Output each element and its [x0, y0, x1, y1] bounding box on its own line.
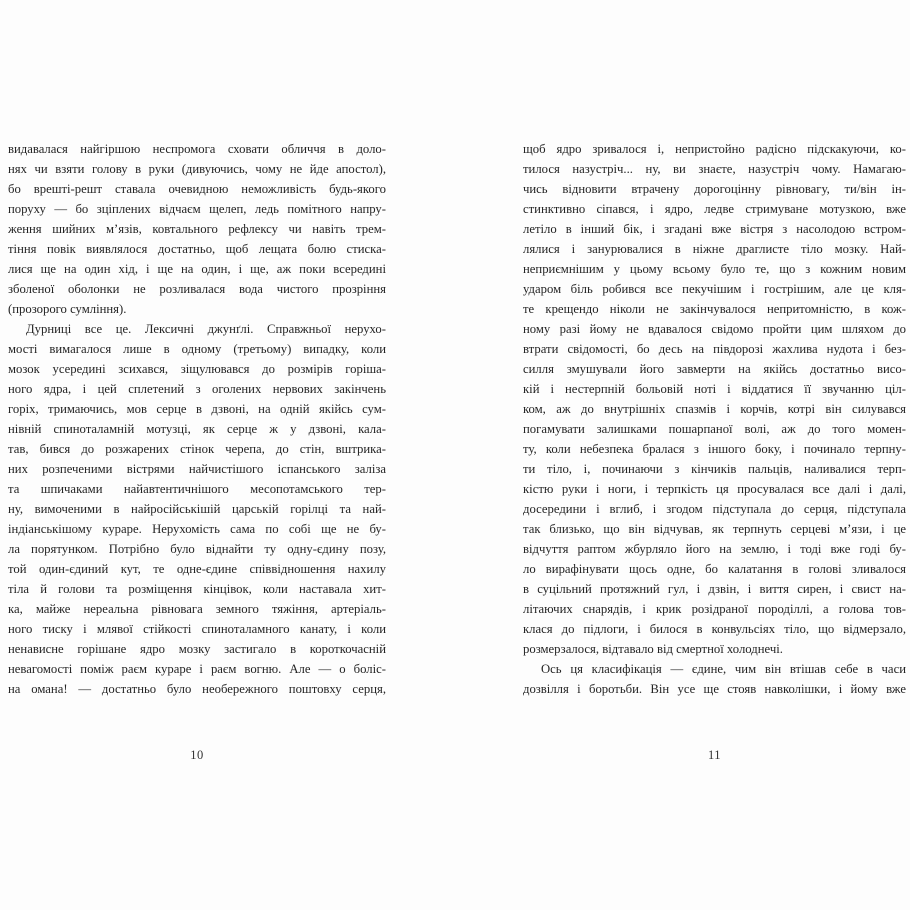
text-line: кістю руки і ноги, і терпкість ця просувалася все далі і далі,: [523, 482, 906, 496]
text-line: літаючих снарядів, і крик розідраної породіллі, а голова тов-: [523, 602, 906, 616]
text-line: відчуття раптом жбурляло його на землю, і тоді вже годі бу-: [523, 542, 906, 556]
page-number-right: 11: [707, 748, 722, 762]
text-line: мозок усередині зсихався, зіщулювався до розмірів горіша-: [8, 362, 386, 376]
text-line: ком, аж до внутрішніх спазмів і корчів, котрі він силувався: [523, 402, 906, 416]
text-line: ло вирафінувати щось одне, бо калатання в голові зливалося: [523, 562, 906, 576]
text-line: лялися і занурювалися в ніжне драглисте тіло мозку. Най-: [523, 242, 906, 256]
text-line: ненависне горішане ядро мозку застигало в короткочасній: [8, 642, 386, 656]
text-line: горіх, тримаючись, мов серце в дзвоні, на одній якійсь сум-: [8, 402, 386, 416]
text-line: невагомості поміж раєм кураре і раєм вогню. Але — о боліс-: [8, 662, 386, 676]
text-line: те крещендо ніколи не закінчувалося непритомністю, в кож-: [523, 302, 906, 316]
text-line: ному разі йому не вдавалося свідомо пройти цим шляхом до: [523, 322, 906, 336]
text-line: ного ядра, і цей сплетений з оголених нервових закінчень: [8, 382, 386, 396]
text-line: силля змушували його завмерти на якійсь достатньо висо-: [523, 362, 906, 376]
text-line: тіла й голови та розміщення кінцівок, коли наставала хит-: [8, 582, 386, 596]
text-line: нівній спиноталамній мотузці, як серце ж у дзвоні, кала-: [8, 422, 386, 436]
text-line: Дурниці все це. Лексичні джунґлі. Справжньої нерухо-: [26, 322, 386, 336]
text-line: неприємнішим у цьому всьому було те, що з кожним новим: [523, 262, 906, 276]
text-line: так близько, що він відчував, як терпнуть серцеві м’язи, і це: [523, 522, 906, 536]
text-line: ного тиску і млявої стійкості спиноталамного канату, і коли: [8, 622, 386, 636]
text-line: поруху — бо зціплених відчаєм щелеп, ледь помітного напру-: [8, 202, 386, 216]
text-line: ти тіло, і, починаючи з кінчиків пальців, наливалися терп-: [523, 462, 906, 476]
text-line: індіанськішому кураре. Нерухомість сама по собі ще не бу-: [8, 522, 386, 536]
text-line: мості вимагалося лише в одному (третьому) випадку, коли: [8, 342, 386, 356]
text-line: зболеної оболонки не розливалася вода чистого прозріння: [8, 282, 386, 296]
text-line: на омана! — достатньо було необережного поштовху серця,: [8, 682, 386, 696]
text-line: нях чи взяти голову в руки (дивуючись, чому не йде апостол),: [8, 162, 386, 176]
text-line: ту, коли небезпека бралася з іншого боку, і починало терпну-: [523, 442, 906, 456]
text-line: летіло в інший бік, і згадані вже вістря з насолодою встром-: [523, 222, 906, 236]
text-line: лися ще на один хід, і ще на один, і ще, аж поки всередині: [8, 262, 386, 276]
page-left-text: [8, 139, 386, 699]
text-line: стинктивно сіпався, і ядро, ледве стримуване мотузкою, вже: [523, 202, 906, 216]
text-line: ка, майже нереальна рівновага земного тяжіння, артеріаль-: [8, 602, 386, 616]
text-line: втрати свідомості, бо десь на півдорозі жахлива нудота і без-: [523, 342, 906, 356]
text-line: тав, бився до розжарених стінок черепа, до стін, вштрика-: [8, 442, 386, 456]
text-line: видавалася найгіршою неспромога сховати обличчя в доло-: [8, 142, 386, 156]
text-line: ну, вимоченими в найросійськішій царській горілці та най-: [8, 502, 386, 516]
text-line: дозвілля і боротьби. Він усе ще стояв навколішки, і йому вже: [523, 682, 906, 696]
text-line: кій і нестерпній больовій ноті і віддатися її звучанню ціл-: [523, 382, 906, 396]
text-line: них розпеченими вістрями найчистішого іспанського заліза: [8, 462, 386, 476]
text-line: ударом біль робився все пекучішим і гострішим, але це кля-: [523, 282, 906, 296]
text-line: бо врешті-решт ставала очевидною неможливість будь-якого: [8, 182, 386, 196]
text-line: досередини і вглиб, і згодом підступала до серця, підступала: [523, 502, 906, 516]
text-line: клася до підлоги, і билося в конвульсіях тіло, що відмерзало,: [523, 622, 906, 636]
text-line: Ось ця класифікація — єдине, чим він втішав себе в часи: [541, 662, 906, 676]
text-line: ження шийних м’язів, ковтального рефлексу чи навіть трем-: [8, 222, 386, 236]
text-line: ла порятунком. Потрібно було віднайти ту одну-єдину позу,: [8, 542, 386, 556]
text-line: розмерзалося, відтавало від смертної холоднечі.: [523, 642, 783, 656]
text-line: тіння повік виявлялося достатньо, щоб лещата болю стиска-: [8, 242, 386, 256]
text-line: в суцільний протяжний гул, і дзвін, і виття сирен, і свист на-: [523, 582, 906, 596]
text-line: чись відновити втрачену дорогоцінну рівновагу, ти/він ін-: [523, 182, 906, 196]
text-line: (прозорого сумління).: [8, 302, 127, 316]
text-line: погамувати залишками пошарпаної волі, аж до того момен-: [523, 422, 906, 436]
text-line: тилося назустріч... ну, ви знаєте, назустріч чому. Намагаю-: [523, 162, 906, 176]
page-right: [455, 0, 910, 910]
text-line: щоб ядро зривалося і, непристойно радісно підскакуючи, ко-: [523, 142, 906, 156]
text-line: той один-єдиний кут, те одне-єдине співвідношення нахилу: [8, 562, 386, 576]
text-line: та шпичаками найавтентичнішого месопотамського тер-: [8, 482, 386, 496]
page-right-text: [523, 139, 906, 699]
page-number-left: 10: [190, 748, 204, 762]
